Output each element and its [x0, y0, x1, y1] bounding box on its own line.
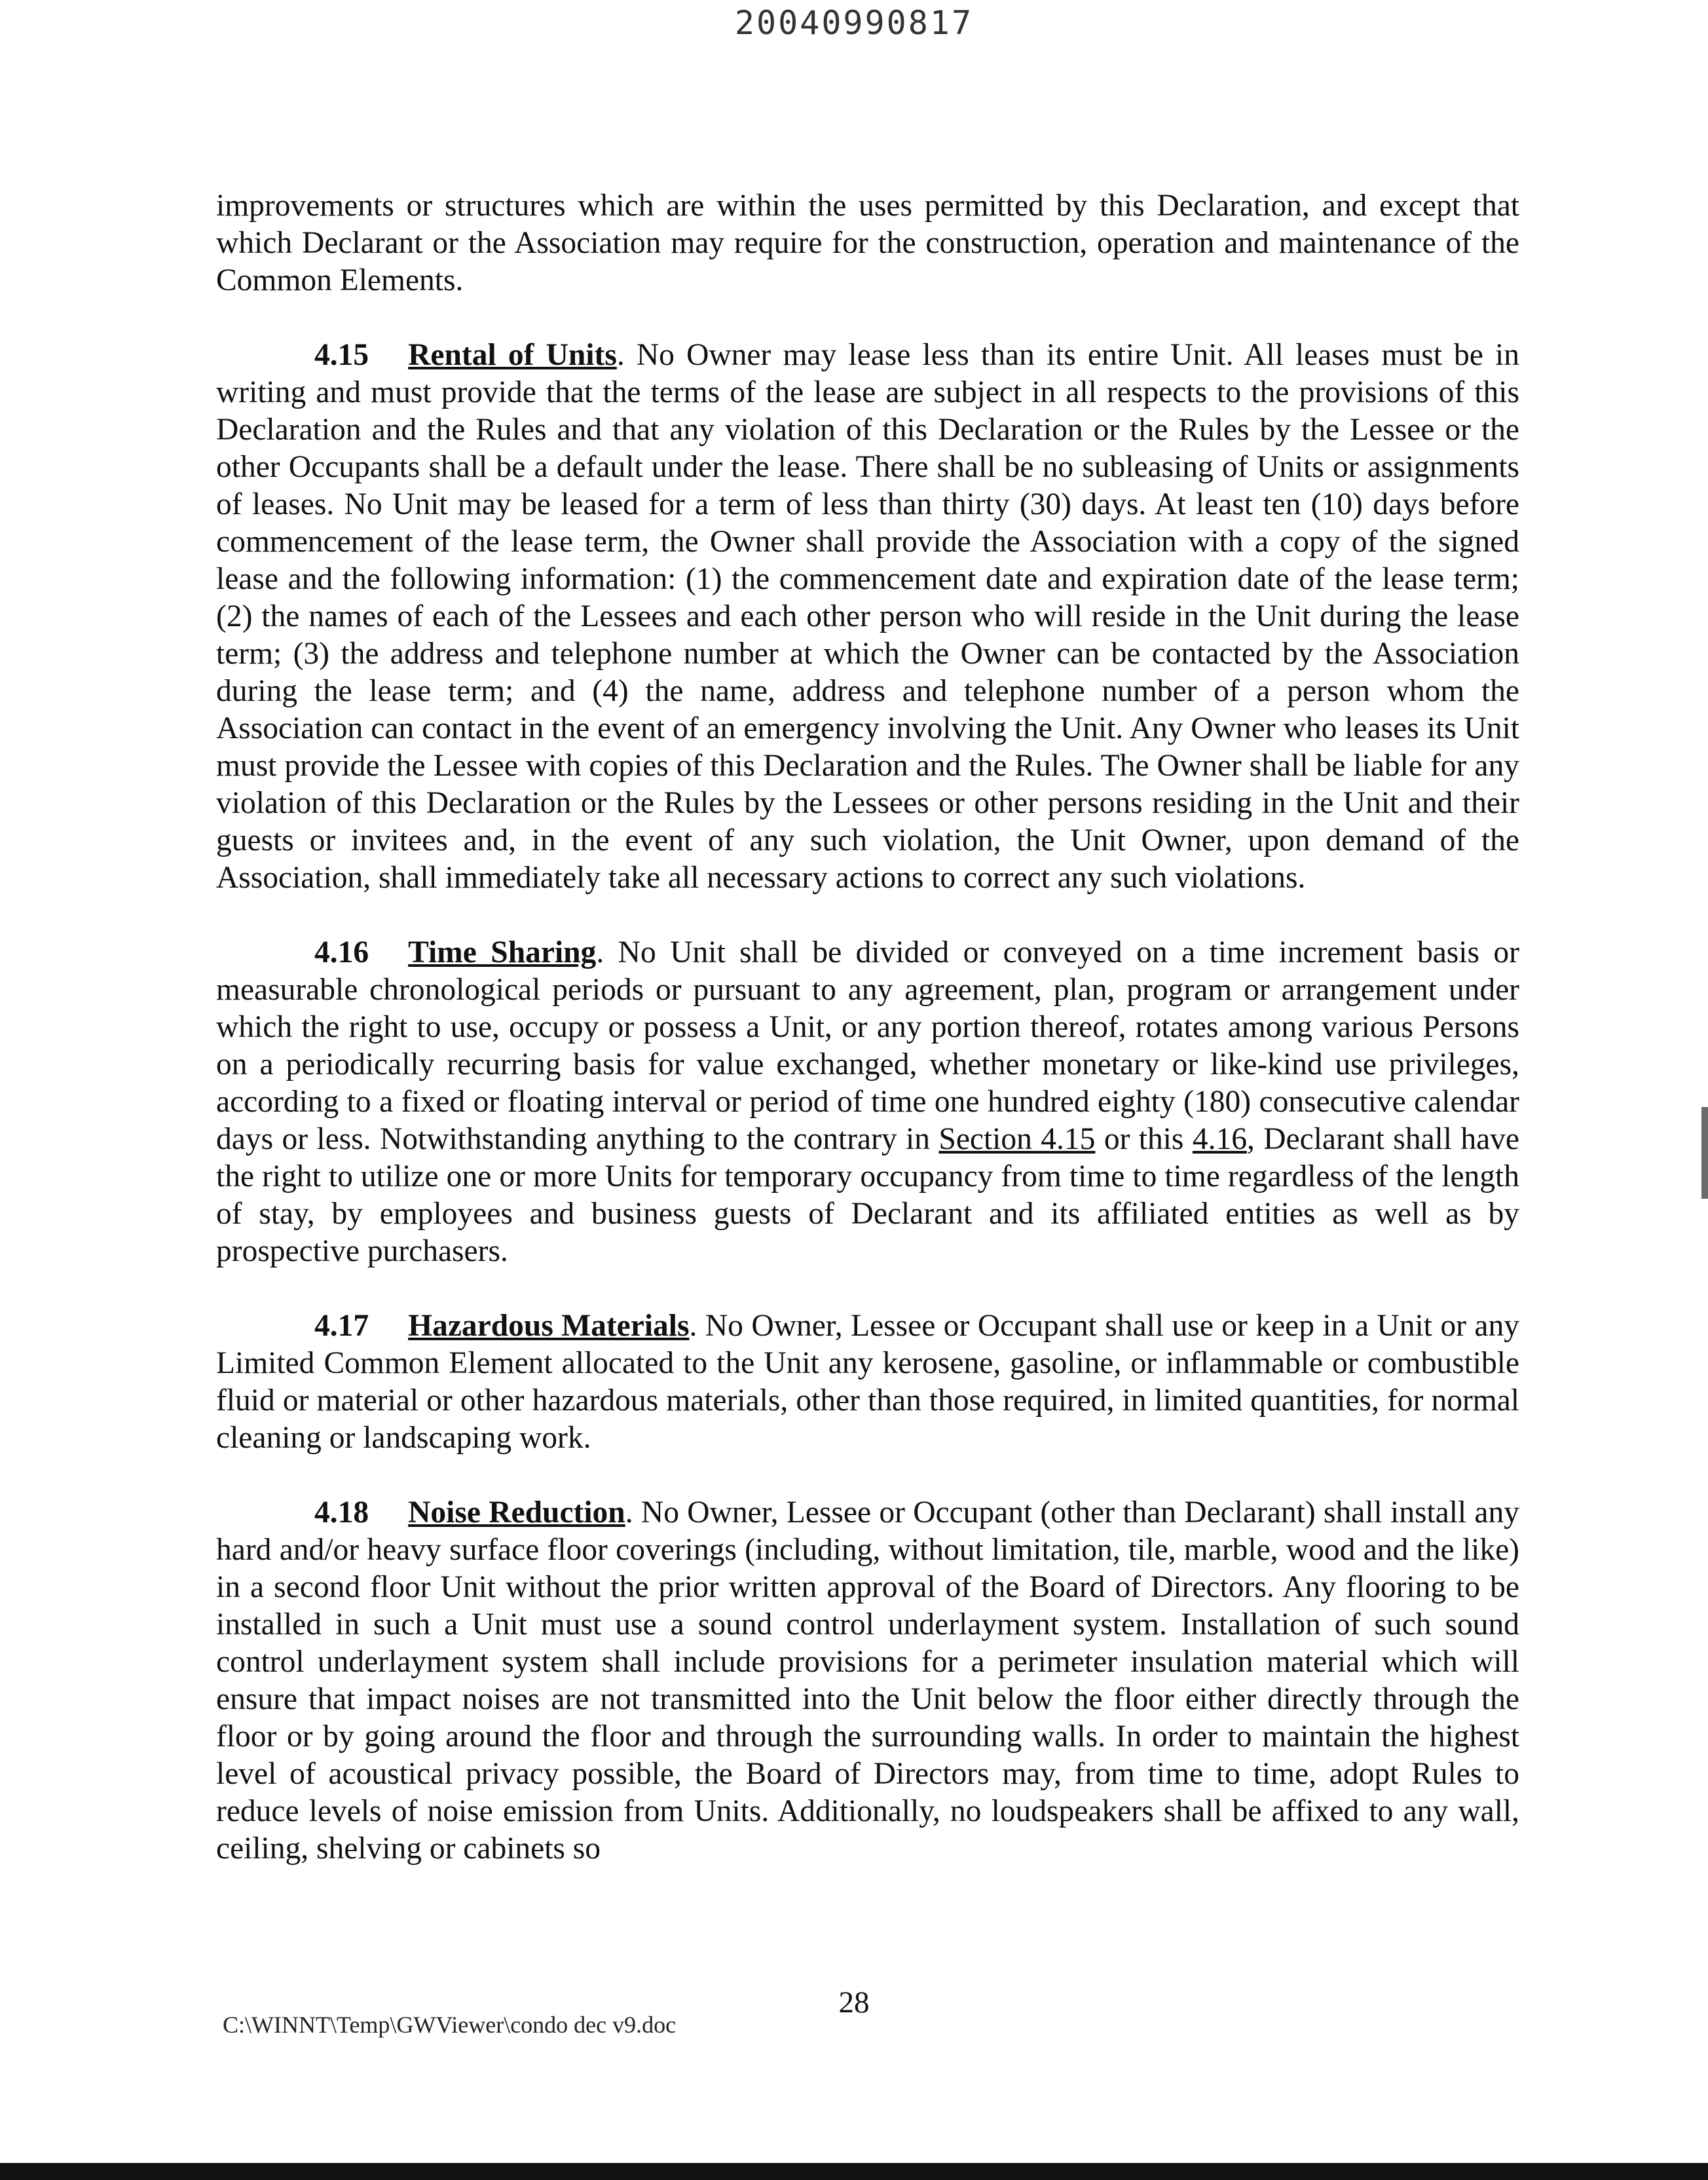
section-title: Noise Reduction	[408, 1495, 625, 1530]
section-text: , Declarant shall have the right to utilize one or more Units for temporary occupancy from time to time regardless of the length of stay, by employees and business guests of Declarant and its affiliated entities as well as by prospective purchasers.	[216, 1122, 1519, 1268]
section-text: . No Owner, Lessee or Occupant (other than Declarant) shall install any hard and/or heavy surface floor coverings (including, without limitation, tile, marble, wood and the like) in a second floor Unit without the prior written approval of the Board of Directors. Any flooring to be installed in such a Unit must use a sound control underlayment system. Installation of such sound control underlayment system shall include provisions for a perimeter insulation material which will ensure that impact noises are not transmitted into the Unit below the floor either directly through the floor or by going around the floor and through the surrounding walls. In order to maintain the highest level of acoustical privacy possible, the Board of Directors may, from time to time, adopt Rules to reduce levels of noise emission from Units. Additionally, no loudspeakers shall be affixed to any wall, ceiling, shelving or cabinets so	[216, 1495, 1519, 1866]
page-number: 28	[838, 1985, 870, 2020]
section-4-16	[216, 934, 1519, 1270]
section-text: . No Owner, Lessee or Occupant shall use or keep in a Unit or any Limited Common Element allocated to the Unit any kerosene, gasoline, or inflammable or combustible fluid or material or other hazardous materials, other than those required, in limited quantities, for normal cleaning or landscaping work.	[216, 1309, 1519, 1455]
scan-edge-mark	[1701, 1107, 1708, 1199]
intro-paragraph: improvements or structures which are within the uses permitted by this Declaration, and except that which Declarant or the Association may require for the construction, operation and maintenance of the Common Elements.	[216, 189, 1519, 297]
section-number: 4.15	[314, 338, 369, 372]
section-title: Hazardous Materials	[408, 1309, 690, 1343]
section-title: Rental of Units	[408, 338, 617, 372]
section-4-17	[216, 1307, 1519, 1457]
section-text: . No Unit shall be divided or conveyed on a time increment basis or measurable chronological periods or pursuant to any agreement, plan, program or arrangement under which the right to use, occupy or possess a Unit, or any portion thereof, rotates among various Persons on a periodically recurring basis for value exchanged, whether monetary or like-kind use privileges, according to a fixed or floating interval or period of time one hundred eighty (180) consecutive calendar days or less. Notwithstanding anything to the contrary in	[216, 935, 1519, 1156]
section-4-15	[216, 337, 1519, 897]
section-number: 4.16	[314, 935, 369, 969]
section-number: 4.17	[314, 1309, 369, 1343]
document-body	[216, 187, 1519, 1905]
cross-reference-section-4-15: Section 4.15	[938, 1122, 1096, 1156]
section-text: or this	[1095, 1122, 1193, 1156]
section-text: . No Owner may lease less than its entire Unit. All leases must be in writing and must provide that the terms of the lease are subject in all respects to the provisions of this Declaration and the Rules and that any violation of this Declaration or the Rules by the Lessee or the other Occupants shall be a default under the lease. There shall be no subleasing of Units or assignments of leases. No Unit may be leased for a term of less than thirty (30) days. At least ten (10) days before commencement of the lease term, the Owner shall provide the Association with a copy of the signed lease and the following information: (1) the commencement date and expiration date of the lease term; (2) the names of each of the Lessees and each other person who will reside in the Unit during the lease term; (3) the address and telephone number at which the Owner can be contacted by the Association during the lease term; and (4) the name, address and telephone number of a person whom the Association can contact in the event of an emergency involving the Unit. Any Owner who leases its Unit must provide the Lessee with copies of this Declaration and the Rules. The Owner shall be liable for any violation of this Declaration or the Rules by the Lessees or other persons residing in the Unit and their guests or invitees and, in the event of any such violation, the Unit Owner, upon demand of the Association, shall immediately take all necessary actions to correct any such violations.	[216, 338, 1519, 895]
section-number: 4.18	[314, 1495, 369, 1530]
document-number: 20040990817	[734, 4, 974, 42]
scan-bottom-border	[0, 2163, 1708, 2180]
section-title: Time Sharing	[408, 935, 597, 969]
cross-reference-4-16: 4.16	[1192, 1122, 1247, 1156]
file-path: C:\WINNT\Temp\GWViewer\condo dec v9.doc	[223, 2012, 677, 2038]
section-4-18	[216, 1494, 1519, 1868]
